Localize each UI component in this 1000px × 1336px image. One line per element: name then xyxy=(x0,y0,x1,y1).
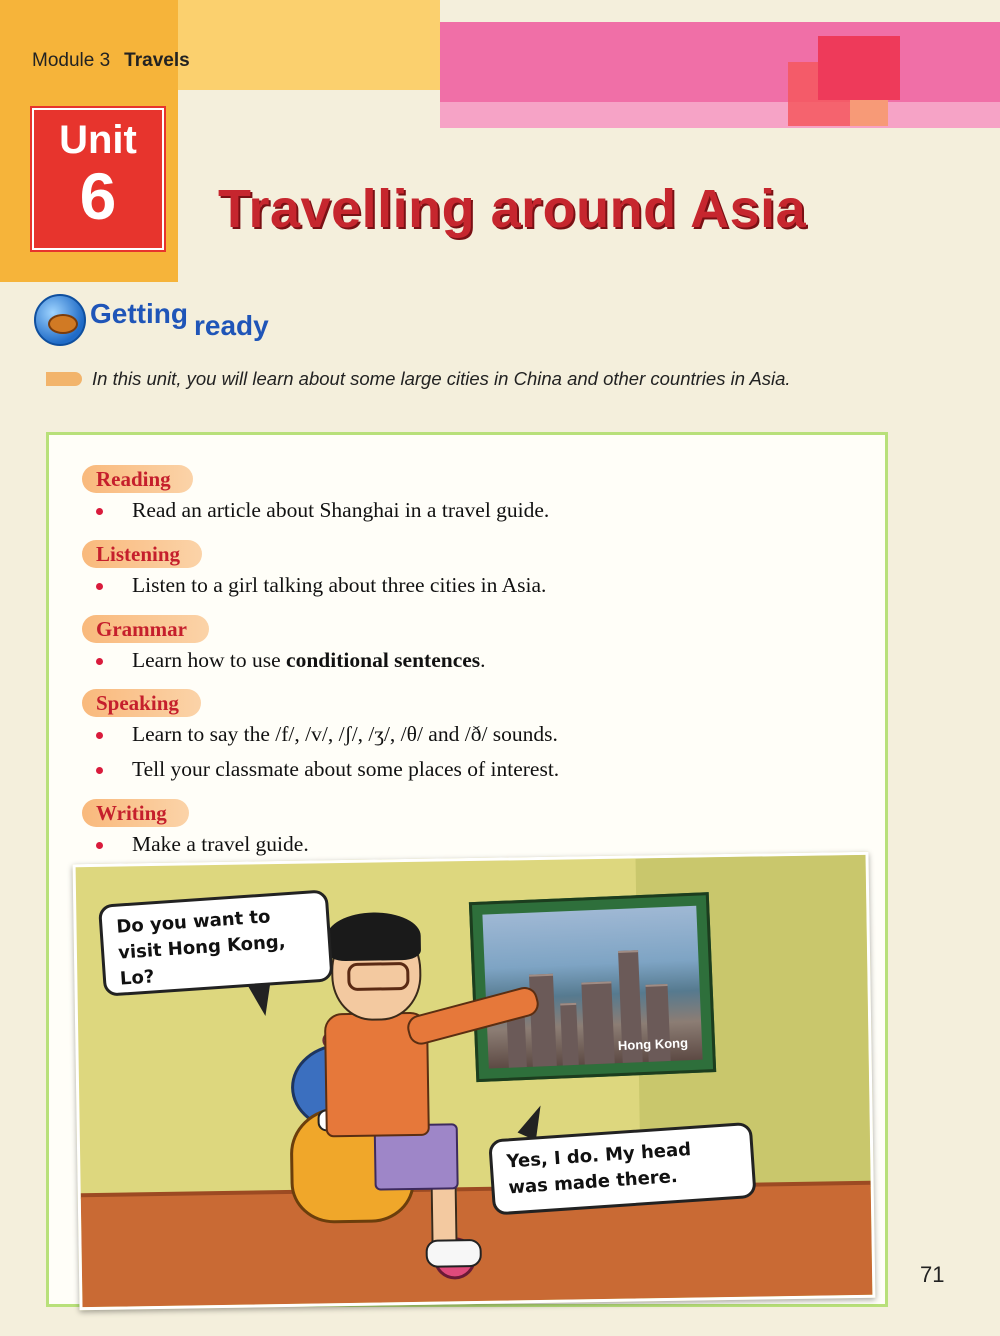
section-label-speaking: Speaking xyxy=(82,689,201,717)
building xyxy=(529,974,557,1067)
city-photo xyxy=(482,906,702,1069)
header-decoration xyxy=(818,36,900,100)
section-label-reading: Reading xyxy=(82,465,193,493)
page-number: 71 xyxy=(920,1262,945,1287)
section-label-writing: Writing xyxy=(82,799,189,827)
getting-ready-word1: Getting xyxy=(90,298,188,329)
speech-bubble-robot: Yes, I do. My head was made there. xyxy=(488,1122,757,1216)
list-item xyxy=(132,648,486,673)
unit-word: Unit xyxy=(59,118,137,162)
horn-icon xyxy=(34,294,86,346)
speech-bubble-boy: Do you want to visit Hong Kong, Lo? xyxy=(98,889,334,996)
grammar-item-post: . xyxy=(480,648,486,672)
comic-illustration xyxy=(73,852,876,1310)
bullet xyxy=(96,842,103,849)
photo-caption: Hong Kong xyxy=(617,1035,689,1054)
building xyxy=(560,1003,579,1066)
grammar-item-bold: conditional sentences xyxy=(286,648,481,672)
section-label-listening: Listening xyxy=(82,540,202,568)
page-title: Travelling around Asia xyxy=(218,179,807,239)
header-decoration xyxy=(440,22,1000,102)
list-item: Tell your classmate about some places of interest. xyxy=(132,757,560,781)
boy-glasses xyxy=(347,962,409,991)
bullet xyxy=(96,658,103,665)
boy-hair xyxy=(326,912,421,961)
list-item: Learn to say the /f/, /v/, /ʃ/, /ʒ/, /θ/ and /ð/ sounds. xyxy=(132,722,558,746)
intro-text: In this unit, you will learn about some large cities in China and other countries in Asia. xyxy=(92,368,791,389)
list-item: Listen to a girl talking about three cities in Asia. xyxy=(132,573,547,597)
getting-ready-word2: ready xyxy=(194,310,269,341)
getting-ready-heading xyxy=(90,298,269,341)
bullet xyxy=(96,508,103,515)
list-item: Make a travel guide. xyxy=(132,832,309,856)
module-name: Travels xyxy=(124,50,190,71)
section-label-grammar: Grammar xyxy=(82,615,209,643)
intro-marker xyxy=(46,372,82,386)
module-label xyxy=(32,50,190,72)
boy-shoe xyxy=(425,1239,481,1268)
unit-number: 6 xyxy=(79,159,117,233)
bullet xyxy=(96,732,103,739)
speech-bubble-tail xyxy=(518,1101,550,1140)
bullet xyxy=(96,583,103,590)
hong-kong-photo xyxy=(469,892,716,1082)
header-decoration xyxy=(850,100,888,126)
unit-badge xyxy=(32,108,164,250)
bullet xyxy=(96,767,103,774)
horn-icon-detail xyxy=(48,314,78,334)
grammar-item-pre: Learn how to use xyxy=(132,648,287,672)
header-decoration xyxy=(440,102,1000,128)
list-item: Read an article about Shanghai in a travel guide. xyxy=(132,498,550,522)
module-number: Module 3 xyxy=(32,50,111,71)
building xyxy=(581,981,614,1064)
